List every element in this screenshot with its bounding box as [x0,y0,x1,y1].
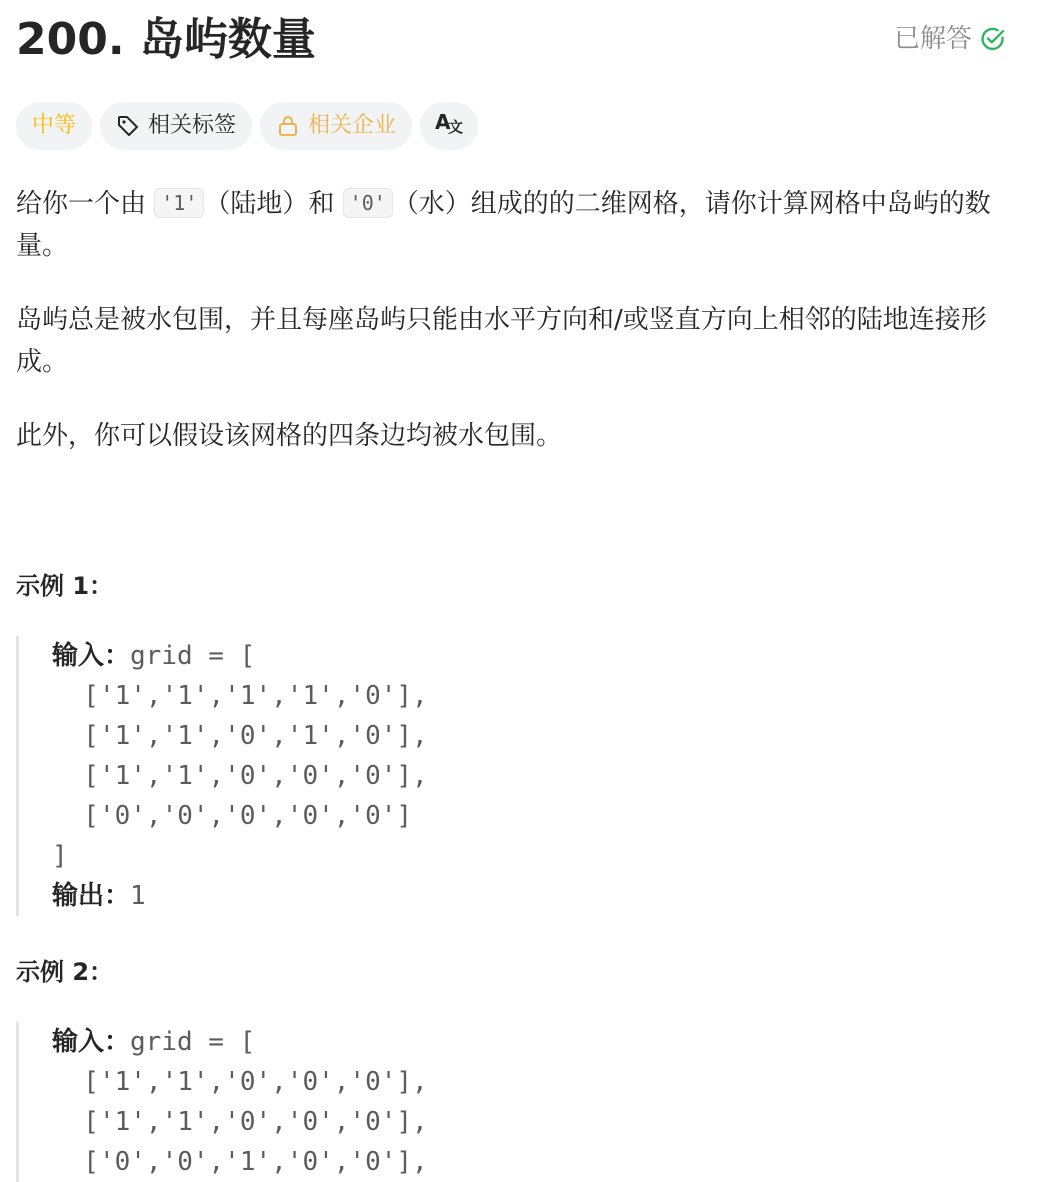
example-1-block [16,636,428,916]
inline-code-land: '1' [154,188,204,218]
example-1-row: ['1','1','1','1','0'], [52,681,428,711]
translate-icon [434,108,464,144]
example-2-title: 示例 2： [16,958,114,986]
difficulty-label: 中等 [32,113,77,138]
example-1-input-line [52,636,428,676]
description-paragraph-2: 岛屿总是被水包围，并且每座岛屿只能由水平方向和/或竖直方向上相邻的陆地连接形成。 [16,305,987,377]
text-segment: 给你一个由 [16,189,155,219]
problem-title[interactable]: 200. 岛屿数量 [16,14,316,65]
example-2-row: ['1','1','0','0','0'], [52,1107,428,1137]
translate-button[interactable] [420,102,478,150]
example-1-output-line [52,876,428,916]
example-2-block [16,1022,428,1182]
example-2-input-label: 输入： [52,1027,131,1057]
example-1-row: ['1','1','0','1','0'], [52,721,428,751]
companies-label: 相关企业 [308,113,397,138]
lock-icon [276,114,300,138]
example-1-output-value: 1 [130,881,146,911]
inline-code-water: '0' [343,188,393,218]
solved-status [894,22,1006,56]
svg-text:文: 文 [448,118,464,136]
example-1-row: ['0','0','0','0','0'] [52,801,413,831]
description-paragraph-1 [16,182,991,267]
example-1-title: 示例 1： [16,572,114,600]
example-2-row: ['0','0','1','0','0'], [52,1147,428,1177]
topics-label: 相关标签 [148,113,237,138]
example-1-input-head: grid = [ [130,641,256,671]
example-2-input-head: grid = [ [130,1027,256,1057]
example-1-output-label: 输出： [52,881,131,911]
example-1-input-label: 输入： [52,641,131,671]
description-paragraph-3: 此外，你可以假设该网格的四条边均被水包围。 [16,421,563,451]
solved-label: 已解答 [893,24,972,54]
check-circle-icon [980,26,1006,52]
text-segment: （陆地）和 [204,189,343,219]
topics-tag[interactable] [100,102,252,150]
example-2-input-line [52,1022,428,1062]
problem-description [16,182,991,489]
tag-row [16,102,478,150]
companies-tag[interactable] [260,102,412,150]
title-row [16,0,1006,84]
svg-text:A: A [435,110,451,134]
example-2-row: ['1','1','0','0','0'], [52,1067,428,1097]
example-1-close: ] [52,841,68,871]
example-1-row: ['1','1','0','0','0'], [52,761,428,791]
difficulty-tag[interactable] [16,102,92,150]
problem-page [16,0,1006,1177]
tag-icon [116,114,140,138]
text-segment: （水）组成的的二维网格，请你计算网格中岛屿的数量。 [16,189,991,261]
